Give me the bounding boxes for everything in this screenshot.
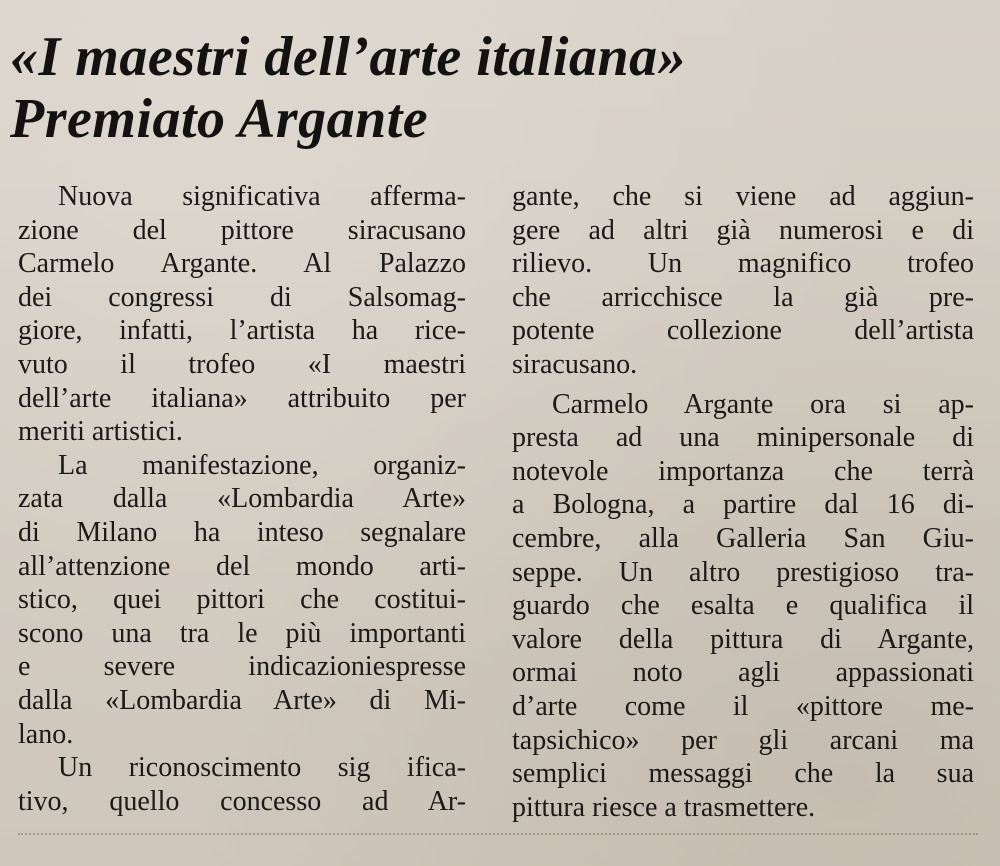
text-line: potente collezione dell’artista [512,315,974,347]
text-line: Carmelo Argante ora si ap- [552,388,974,420]
text-line: pittura riesce a trasmettere. [512,791,816,823]
text-line: Un riconoscimento sig ifica- [58,752,466,784]
text-line: meriti artistici. [18,416,183,448]
article-column-left [18,180,466,818]
text-line: dalla «Lombardia Arte» di Mi- [18,684,466,716]
text-line: zione del pittore siracusano [18,214,466,246]
text-line: cembre, alla Galleria San Giu- [512,522,974,554]
text-line: Nuova significativa afferma- [58,181,466,212]
text-line: dell’arte italiana» attribuito per [18,382,466,414]
text-line: valore della pittura di Argante, [512,623,974,655]
text-line: all’attenzione del mondo arti- [18,550,466,582]
text-line: tapsichico» per gli arcani ma [512,724,974,756]
text-line: d’arte come il «pittore me- [512,690,974,722]
headline [10,26,686,150]
text-line: tivo, quello concesso ad Ar- [18,785,466,817]
text-line: notevole importanza che terrà [512,455,974,487]
text-line: guardo che esalta e qualifica il [512,590,974,622]
headline-line-1: «I maestri dell’arte italiana» [10,26,687,88]
article-column-right [512,180,974,824]
text-line: a Bologna, a partire dal 16 di- [512,489,974,521]
text-line: giore, infatti, l’artista ha rice- [18,315,466,347]
text-line: gere ad altri già numerosi e di [512,214,974,246]
text-line: di Milano ha inteso segnalare [18,516,466,548]
text-line: vuto il trofeo «I maestri [18,348,466,380]
text-line: ormai noto agli appassionati [512,657,974,689]
headline-line-2: Premiato Argante [10,88,429,150]
text-line: semplici messaggi che la sua [512,758,974,790]
text-line: presta ad una minipersonale di [512,422,974,454]
text-line: La manifestazione, organiz- [58,449,466,481]
text-line: seppe. Un altro prestigioso tra- [512,556,974,588]
text-line: zata dalla «Lombardia Arte» [18,483,466,515]
text-line: stico, quei pittori che costitui- [18,584,466,616]
text-line: lano. [18,718,74,750]
text-line: che arricchisce la già pre- [512,281,974,313]
text-line: dei congressi di Salsomag- [18,281,466,313]
text-line: gante, che si viene ad aggiun- [512,181,974,212]
fold-crease [18,833,978,835]
text-line: siracusano. [512,348,638,380]
text-line: Carmelo Argante. Al Palazzo [18,248,466,280]
text-line: e severe indicazioniespresse [18,651,466,683]
text-line: rilievo. Un magnifico trofeo [512,248,974,280]
text-line: scono una tra le più importanti [18,617,466,649]
